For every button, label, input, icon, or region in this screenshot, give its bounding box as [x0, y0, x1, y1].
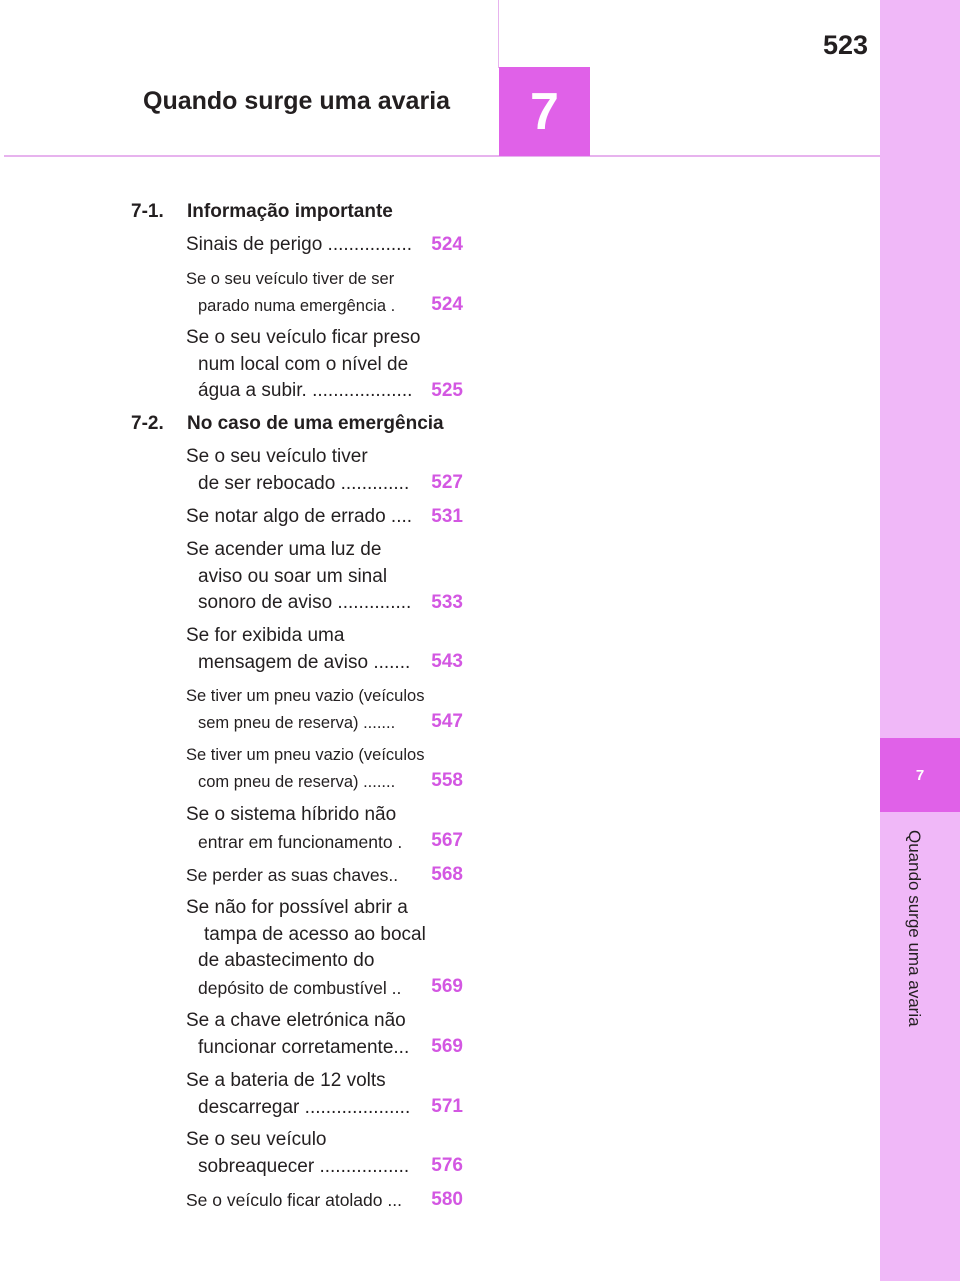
toc-entry-text: Se a bateria de 12 volts — [186, 1070, 386, 1091]
toc-page-link[interactable]: 567 — [431, 830, 463, 851]
toc-entry-text: Se não for possível abrir a — [186, 897, 408, 918]
toc-entry-text: Se a chave eletrónica não — [186, 1010, 406, 1031]
toc-entry-text: Se o veículo ficar atolado ... — [186, 1190, 402, 1210]
toc-entry-text: de ser rebocado ............. — [198, 472, 410, 494]
toc-page-link[interactable]: 543 — [431, 651, 463, 672]
section-title: Informação importante — [187, 201, 393, 222]
toc-entry[interactable] — [186, 325, 463, 405]
toc-entry[interactable] — [186, 1068, 463, 1121]
section-title: No caso de uma emergência — [187, 413, 444, 434]
toc-entry[interactable] — [186, 537, 463, 617]
toc-entry-text: água a subir. ................... — [198, 380, 413, 401]
toc-entry-text: Se tiver um pneu vazio (veículos — [186, 746, 425, 764]
toc-entry-text: de abastecimento do — [198, 950, 375, 971]
toc-page-link[interactable]: 558 — [431, 770, 463, 791]
toc-entry[interactable] — [186, 1187, 463, 1214]
toc-entry[interactable] — [186, 862, 463, 889]
toc-page-link[interactable]: 531 — [431, 506, 463, 527]
section-heading — [131, 413, 444, 435]
toc-entry[interactable] — [186, 1127, 463, 1180]
chapter-number-box: 7 — [499, 67, 590, 156]
toc-entry[interactable] — [186, 1008, 463, 1061]
toc-page-link[interactable]: 569 — [431, 1036, 463, 1057]
toc-entry[interactable] — [186, 504, 463, 531]
toc-entry[interactable] — [186, 444, 463, 497]
toc-entry[interactable] — [186, 802, 463, 855]
toc-page-link[interactable]: 580 — [431, 1189, 463, 1210]
toc-entry[interactable] — [186, 266, 463, 319]
toc-entry-text: aviso ou soar um sinal — [198, 565, 388, 587]
toc-entry-text: num local com o nível de — [198, 353, 409, 375]
toc-page-link[interactable]: 576 — [431, 1155, 463, 1176]
toc-page-link[interactable]: 525 — [431, 380, 463, 401]
toc-entry[interactable] — [186, 683, 463, 736]
toc-page-link[interactable]: 547 — [431, 711, 463, 732]
toc-entry-text: Se o sistema híbrido não — [186, 804, 397, 825]
chapter-side-tab[interactable]: 7 — [880, 738, 960, 812]
toc-page-link[interactable]: 571 — [431, 1096, 463, 1117]
toc-entry-text: Sinais de perigo ................ — [186, 234, 412, 255]
toc-entry-text: funcionar corretamente... — [198, 1036, 410, 1058]
toc-entry-text: Se tiver um pneu vazio (veículos — [186, 687, 425, 705]
section-number: 7-1. — [131, 201, 164, 222]
toc-entry-text: Se perder as suas chaves.. — [186, 865, 399, 885]
side-strip — [880, 0, 960, 1281]
page-number: 523 — [822, 30, 868, 60]
toc-entry[interactable] — [186, 742, 463, 795]
toc-entry-text: com pneu de reserva) ....... — [198, 772, 396, 791]
toc-entry[interactable] — [186, 623, 463, 676]
toc-entry-text: Se o seu veículo ficar preso — [186, 327, 421, 348]
toc-page-link[interactable]: 533 — [431, 592, 463, 613]
toc-page-link[interactable]: 569 — [431, 976, 463, 997]
header-divider-vertical — [498, 0, 499, 68]
toc-entry-text: sem pneu de reserva) ....... — [198, 713, 396, 732]
toc-entry-text: parado numa emergência . — [198, 296, 396, 315]
toc-entry-text: Se for exibida uma — [186, 625, 345, 646]
toc-page-link[interactable]: 524 — [431, 294, 463, 315]
chapter-side-label: Quando surge uma avaria — [905, 830, 924, 1027]
header-divider-horizontal — [4, 155, 880, 157]
chapter-title: Quando surge uma avaria — [143, 87, 451, 115]
toc-page-link[interactable]: 568 — [431, 864, 463, 885]
toc-entry[interactable] — [186, 895, 463, 1001]
toc-entry-text: mensagem de aviso ....... — [198, 651, 411, 673]
toc-entry-text: tampa de acesso ao bocal — [204, 923, 426, 945]
toc-entry-text: entrar em funcionamento . — [198, 831, 403, 852]
toc-entry[interactable] — [186, 232, 463, 259]
toc-entry-text: Se o seu veículo — [186, 1129, 327, 1150]
section-number: 7-2. — [131, 413, 164, 434]
toc-entry-text: depósito de combustível .. — [198, 977, 402, 998]
toc-entry-text: sobreaquecer ................. — [198, 1155, 410, 1177]
toc-entry-text: descarregar .................... — [198, 1096, 411, 1118]
toc-entry-text: sonoro de aviso .............. — [198, 592, 412, 613]
toc-entry-text: Se acender uma luz de — [186, 539, 382, 560]
toc-page-link[interactable]: 524 — [431, 234, 463, 255]
section-heading — [131, 201, 393, 223]
toc-page-link[interactable]: 527 — [431, 472, 463, 493]
toc-entry-text: Se o seu veículo tiver de ser — [186, 270, 395, 288]
toc-entry-text: Se notar algo de errado .... — [186, 506, 413, 527]
toc-entry-text: Se o seu veículo tiver — [186, 446, 368, 467]
